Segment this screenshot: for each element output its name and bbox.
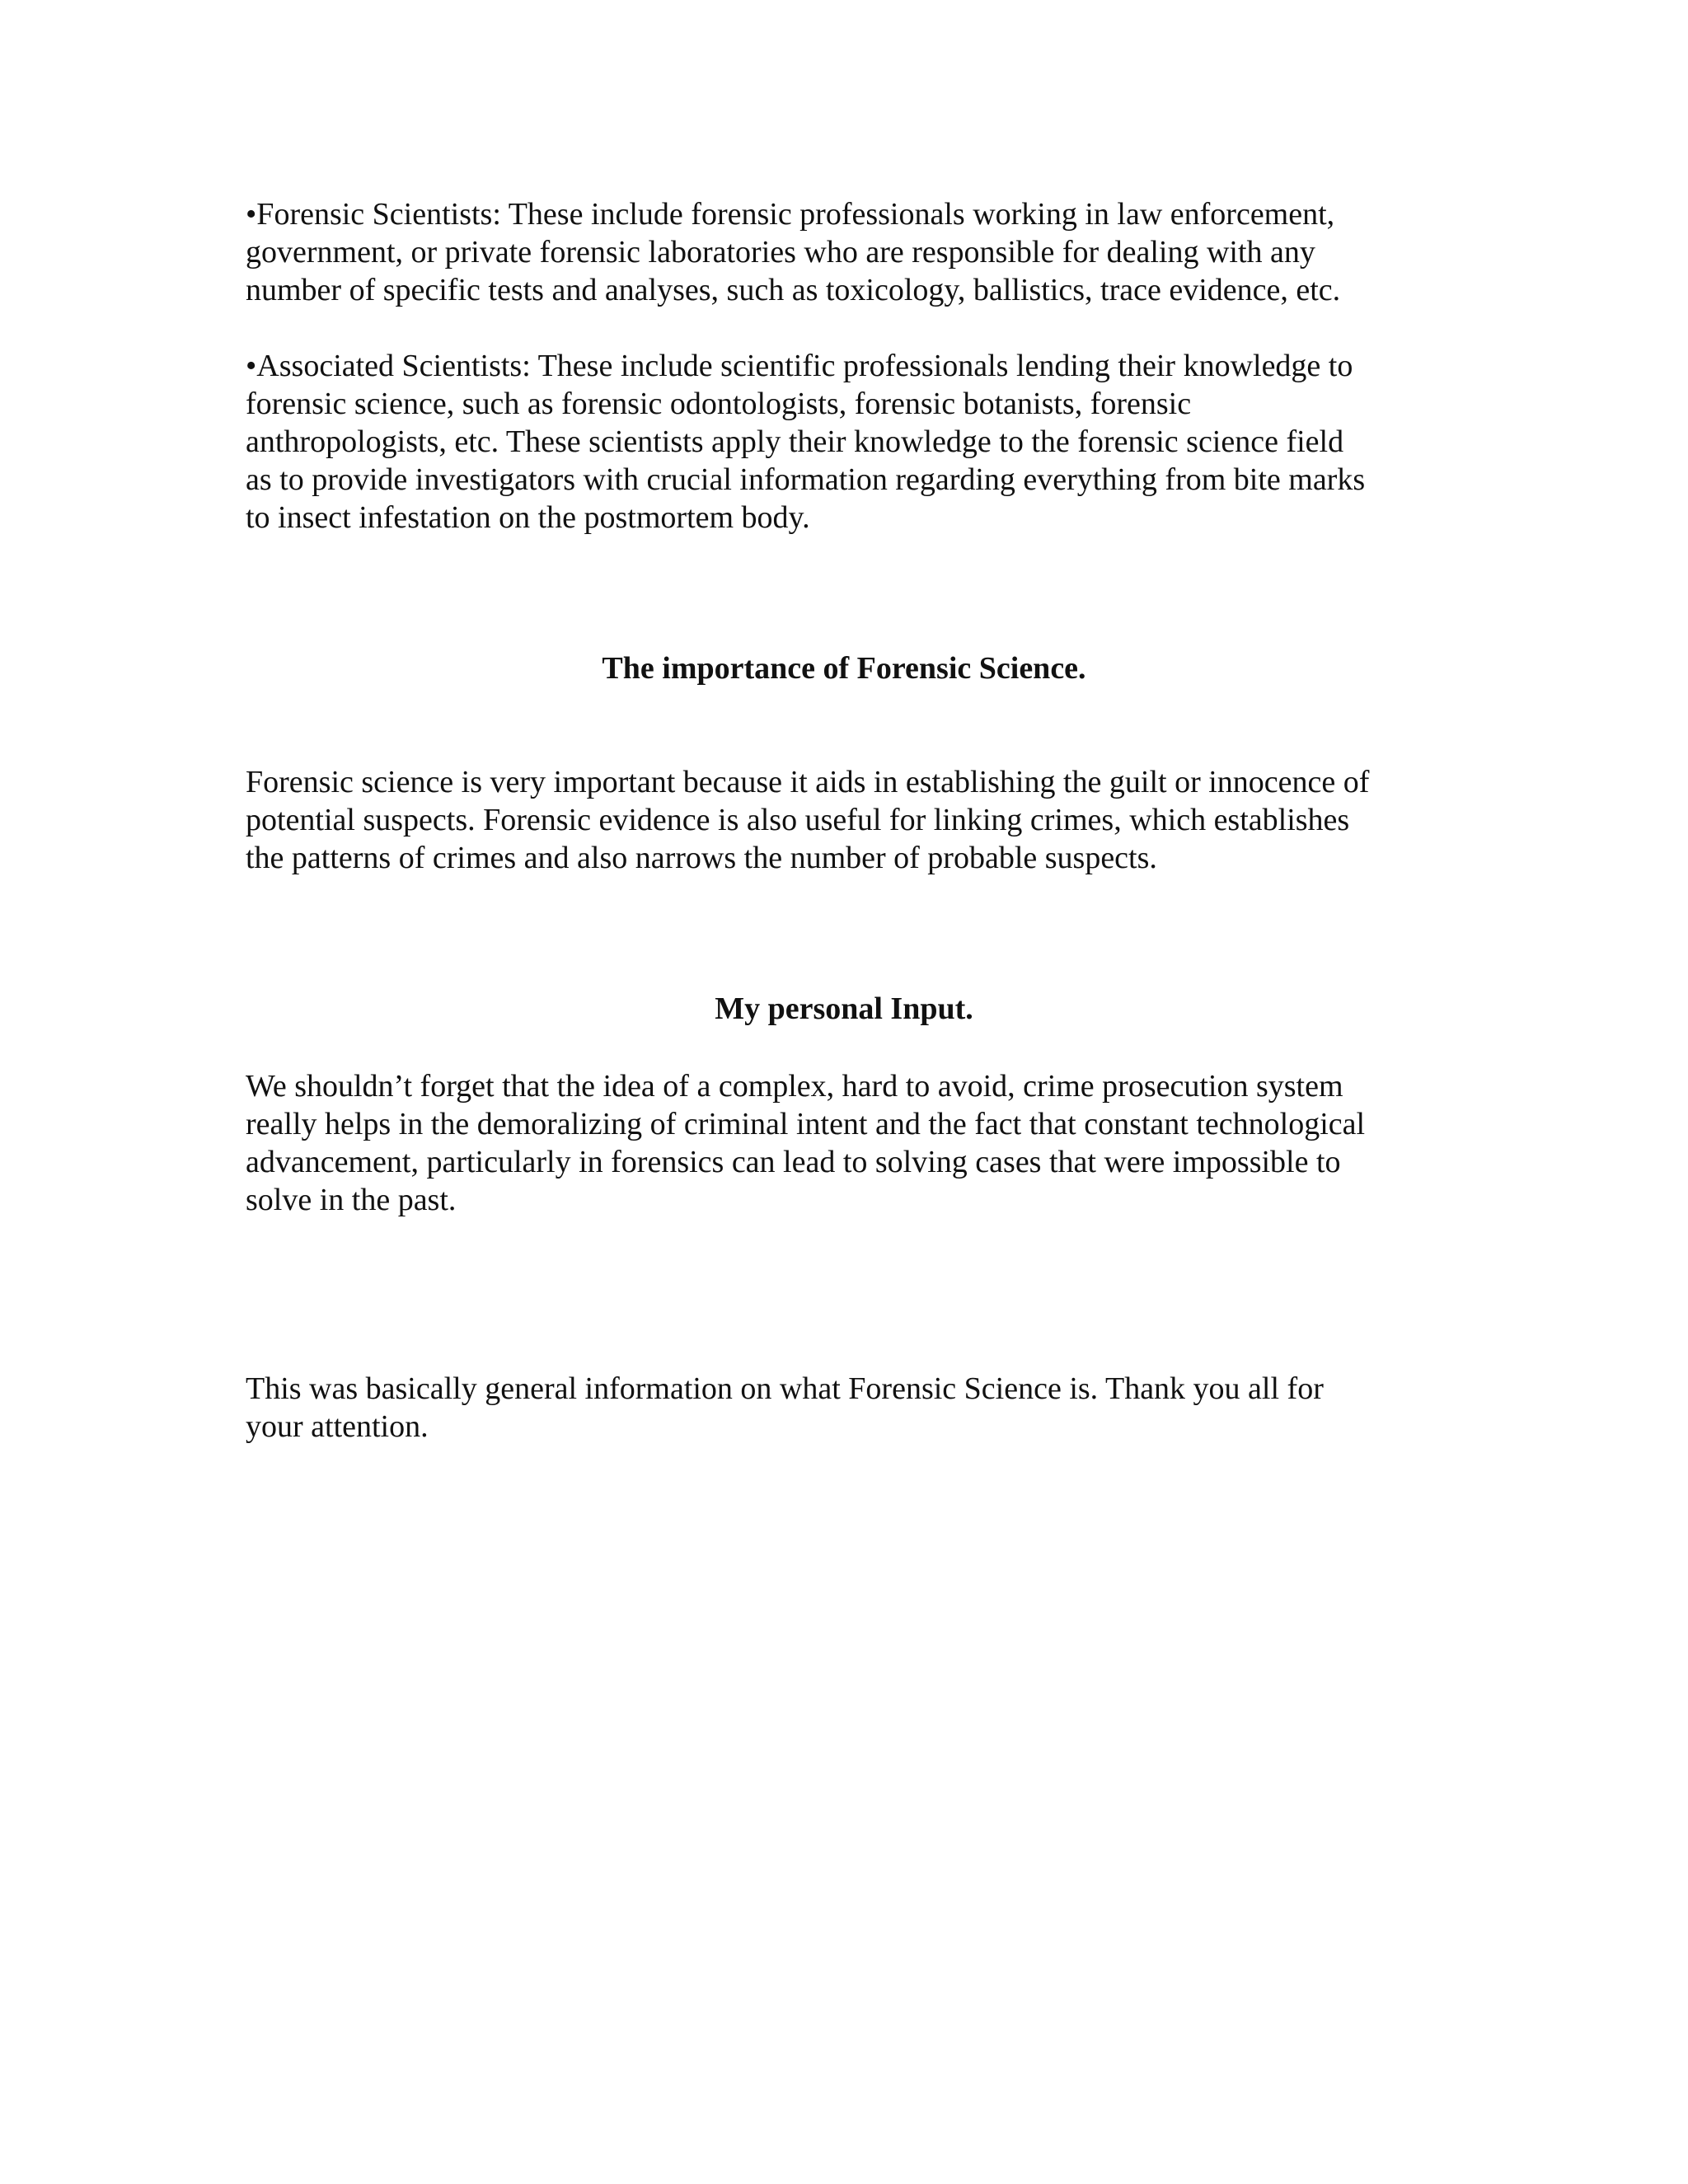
text-line: as to provide investigators with crucial information regarding everything from bite marks <box>246 462 1366 497</box>
paragraph-closing <box>246 1370 1449 1446</box>
text-line: anthropologists, etc. These scientists apply their knowledge to the forensic science field <box>246 424 1344 459</box>
text-line: This was basically general information on what Forensic Science is. Thank you all for <box>246 1371 1324 1406</box>
paragraph-forensic-scientists <box>246 195 1449 309</box>
heading-importance: The importance of Forensic Science. <box>602 651 1086 686</box>
text-line: advancement, particularly in forensics can lead to solving cases that were impossible to <box>246 1145 1341 1179</box>
text-line: forensic science, such as forensic odontologists, forensic botanists, forensic <box>246 387 1192 421</box>
text-line: really helps in the demoralizing of criminal intent and the fact that constant technological <box>246 1107 1366 1141</box>
text-line: We shouldn’t forget that the idea of a complex, hard to avoid, crime prosecution system <box>246 1069 1343 1104</box>
paragraph-personal-input <box>246 1067 1449 1219</box>
text-line: government, or private forensic laboratories who are responsible for dealing with any <box>246 235 1315 269</box>
text-line: the patterns of crimes and also narrows the number of probable suspects. <box>246 841 1157 875</box>
paragraph-associated-scientists <box>246 347 1449 537</box>
text-line: •Forensic Scientists: These include forensic professionals working in law enforcement, <box>246 197 1335 232</box>
heading-personal-input: My personal Input. <box>715 991 973 1026</box>
text-line: number of specific tests and analyses, such as toxicology, ballistics, trace evidence, etc. <box>246 273 1341 307</box>
paragraph-importance <box>246 763 1449 877</box>
text-line: potential suspects. Forensic evidence is also useful for linking crimes, which establishes <box>246 803 1350 837</box>
text-line: your attention. <box>246 1409 429 1444</box>
text-line: Forensic science is very important because it aids in establishing the guilt or innocence of <box>246 765 1370 799</box>
text-line: •Associated Scientists: These include scientific professionals lending their knowledge to <box>246 349 1353 383</box>
text-line: to insect infestation on the postmortem body. <box>246 500 810 535</box>
text-line: solve in the past. <box>246 1183 457 1217</box>
